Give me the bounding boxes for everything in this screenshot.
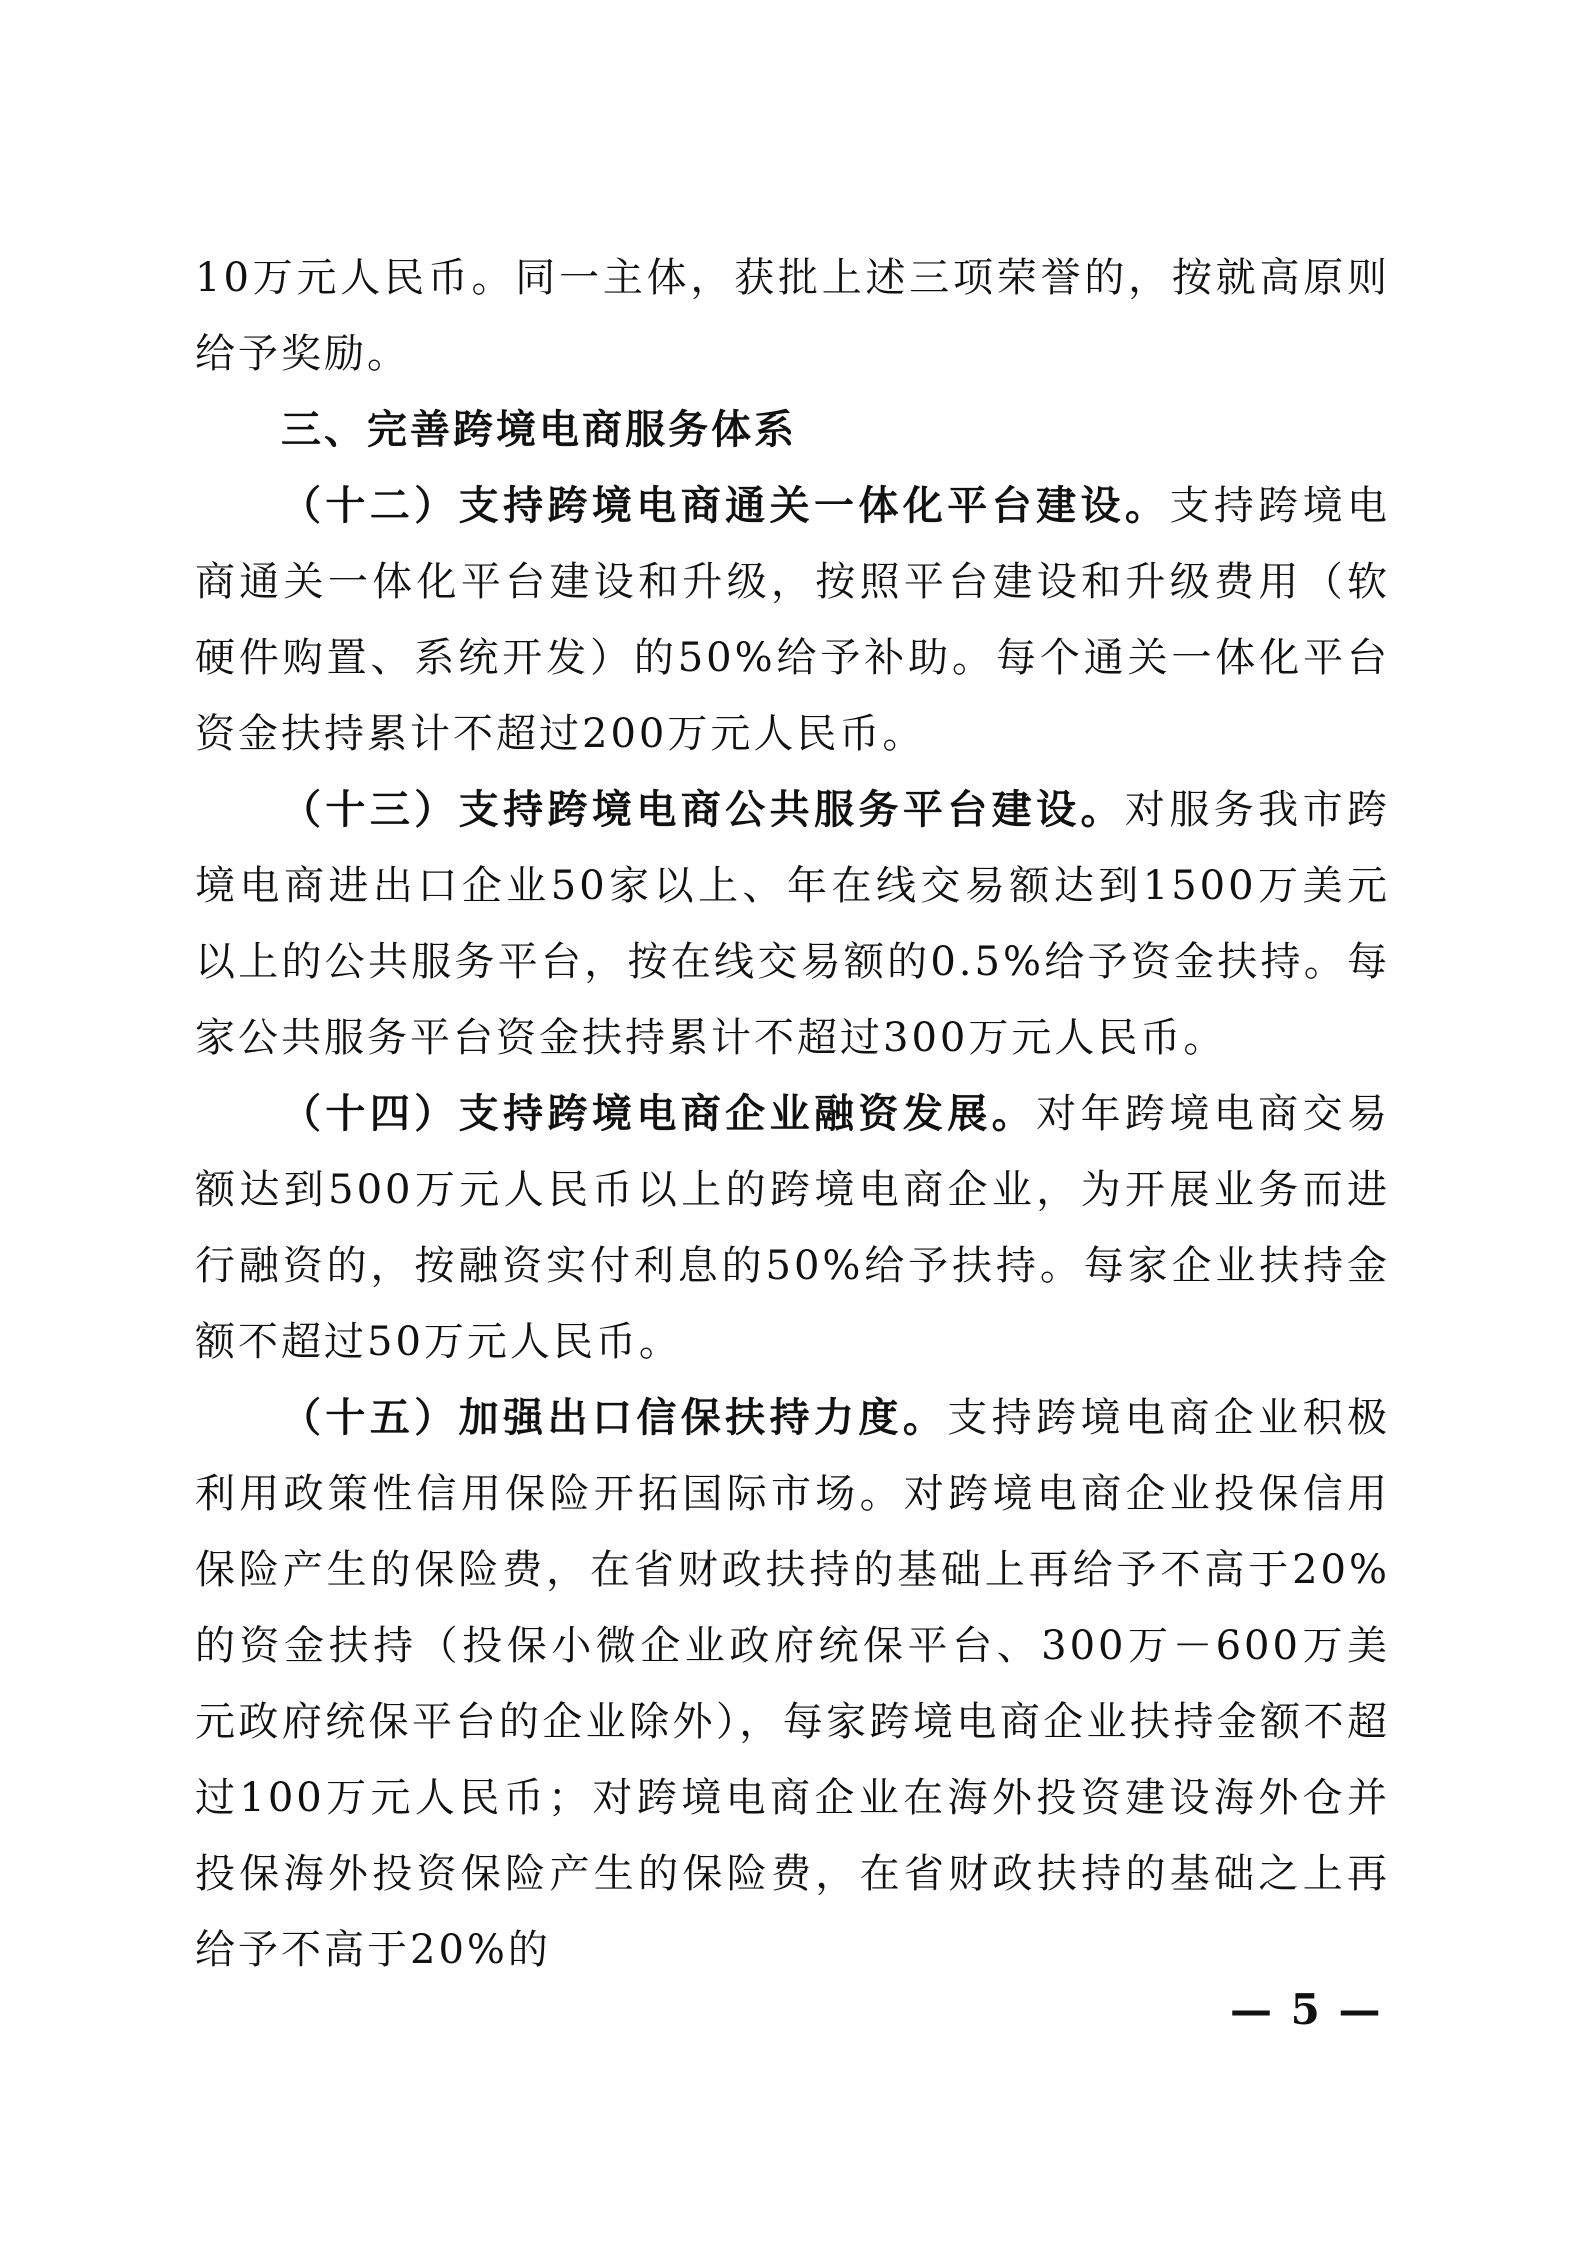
item-title: （十五）加强出口信保扶持力度。 bbox=[281, 1394, 948, 1441]
paragraph-item-13 bbox=[195, 772, 1390, 1076]
item-title: （十四）支持跨境电商企业融资发展。 bbox=[281, 1090, 1037, 1137]
item-body: 支持跨境电商通关一体化平台建设和升级，按照平台建设和升级费用（软硬件购置、系统开发）的50%给予补助。每个通关一体化平台资金扶持累计不超过200万元人民币。 bbox=[195, 483, 1391, 757]
page-number: — 5 — bbox=[1230, 1985, 1383, 2034]
item-body: 对服务我市跨境电商进出口企业50家以上、年在线交易额达到1500万美元以上的公共服务平台，按在线交易额的0.5%给予资金扶持。每家公共服务平台资金扶持累计不超过300万元人民币。 bbox=[195, 787, 1391, 1061]
body-text bbox=[195, 240, 1390, 1988]
paragraph-continuation bbox=[195, 240, 1390, 392]
item-title: （十二）支持跨境电商通关一体化平台建设。 bbox=[281, 482, 1170, 529]
paragraph-item-14 bbox=[195, 1076, 1390, 1380]
item-title: （十三）支持跨境电商公共服务平台建设。 bbox=[281, 786, 1125, 833]
paragraph-text: 10万元人民币。同一主体，获批上述三项荣誉的，按就高原则给予奖励。 bbox=[195, 255, 1390, 377]
item-body: 对年跨境电商交易额达到500万元人民币以上的跨境电商企业，为开展业务而进行融资的，按融资实付利息的50%给予扶持。每家企业扶持金额不超过50万元人民币。 bbox=[195, 1091, 1391, 1365]
paragraph-item-15 bbox=[195, 1380, 1390, 1988]
section-heading: 三、完善跨境电商服务体系 bbox=[281, 407, 797, 453]
item-body: 支持跨境电商企业积极利用政策性信用保险开拓国际市场。对跨境电商企业投保信用保险产生的保险费，在省财政扶持的基础上再给予不高于20%的资金扶持（投保小微企业政府统保平台、300万－600万美元政府统保平台的企业除外），每家跨境电商企业扶持金额不超过100万元人民币；对跨境电商企业在海外投资建设海外仓并投保海外投资保险产生的保险费，在省财政扶持的基础之上再给予不高于20%的 bbox=[195, 1395, 1390, 1973]
paragraph-item-12 bbox=[195, 468, 1390, 772]
